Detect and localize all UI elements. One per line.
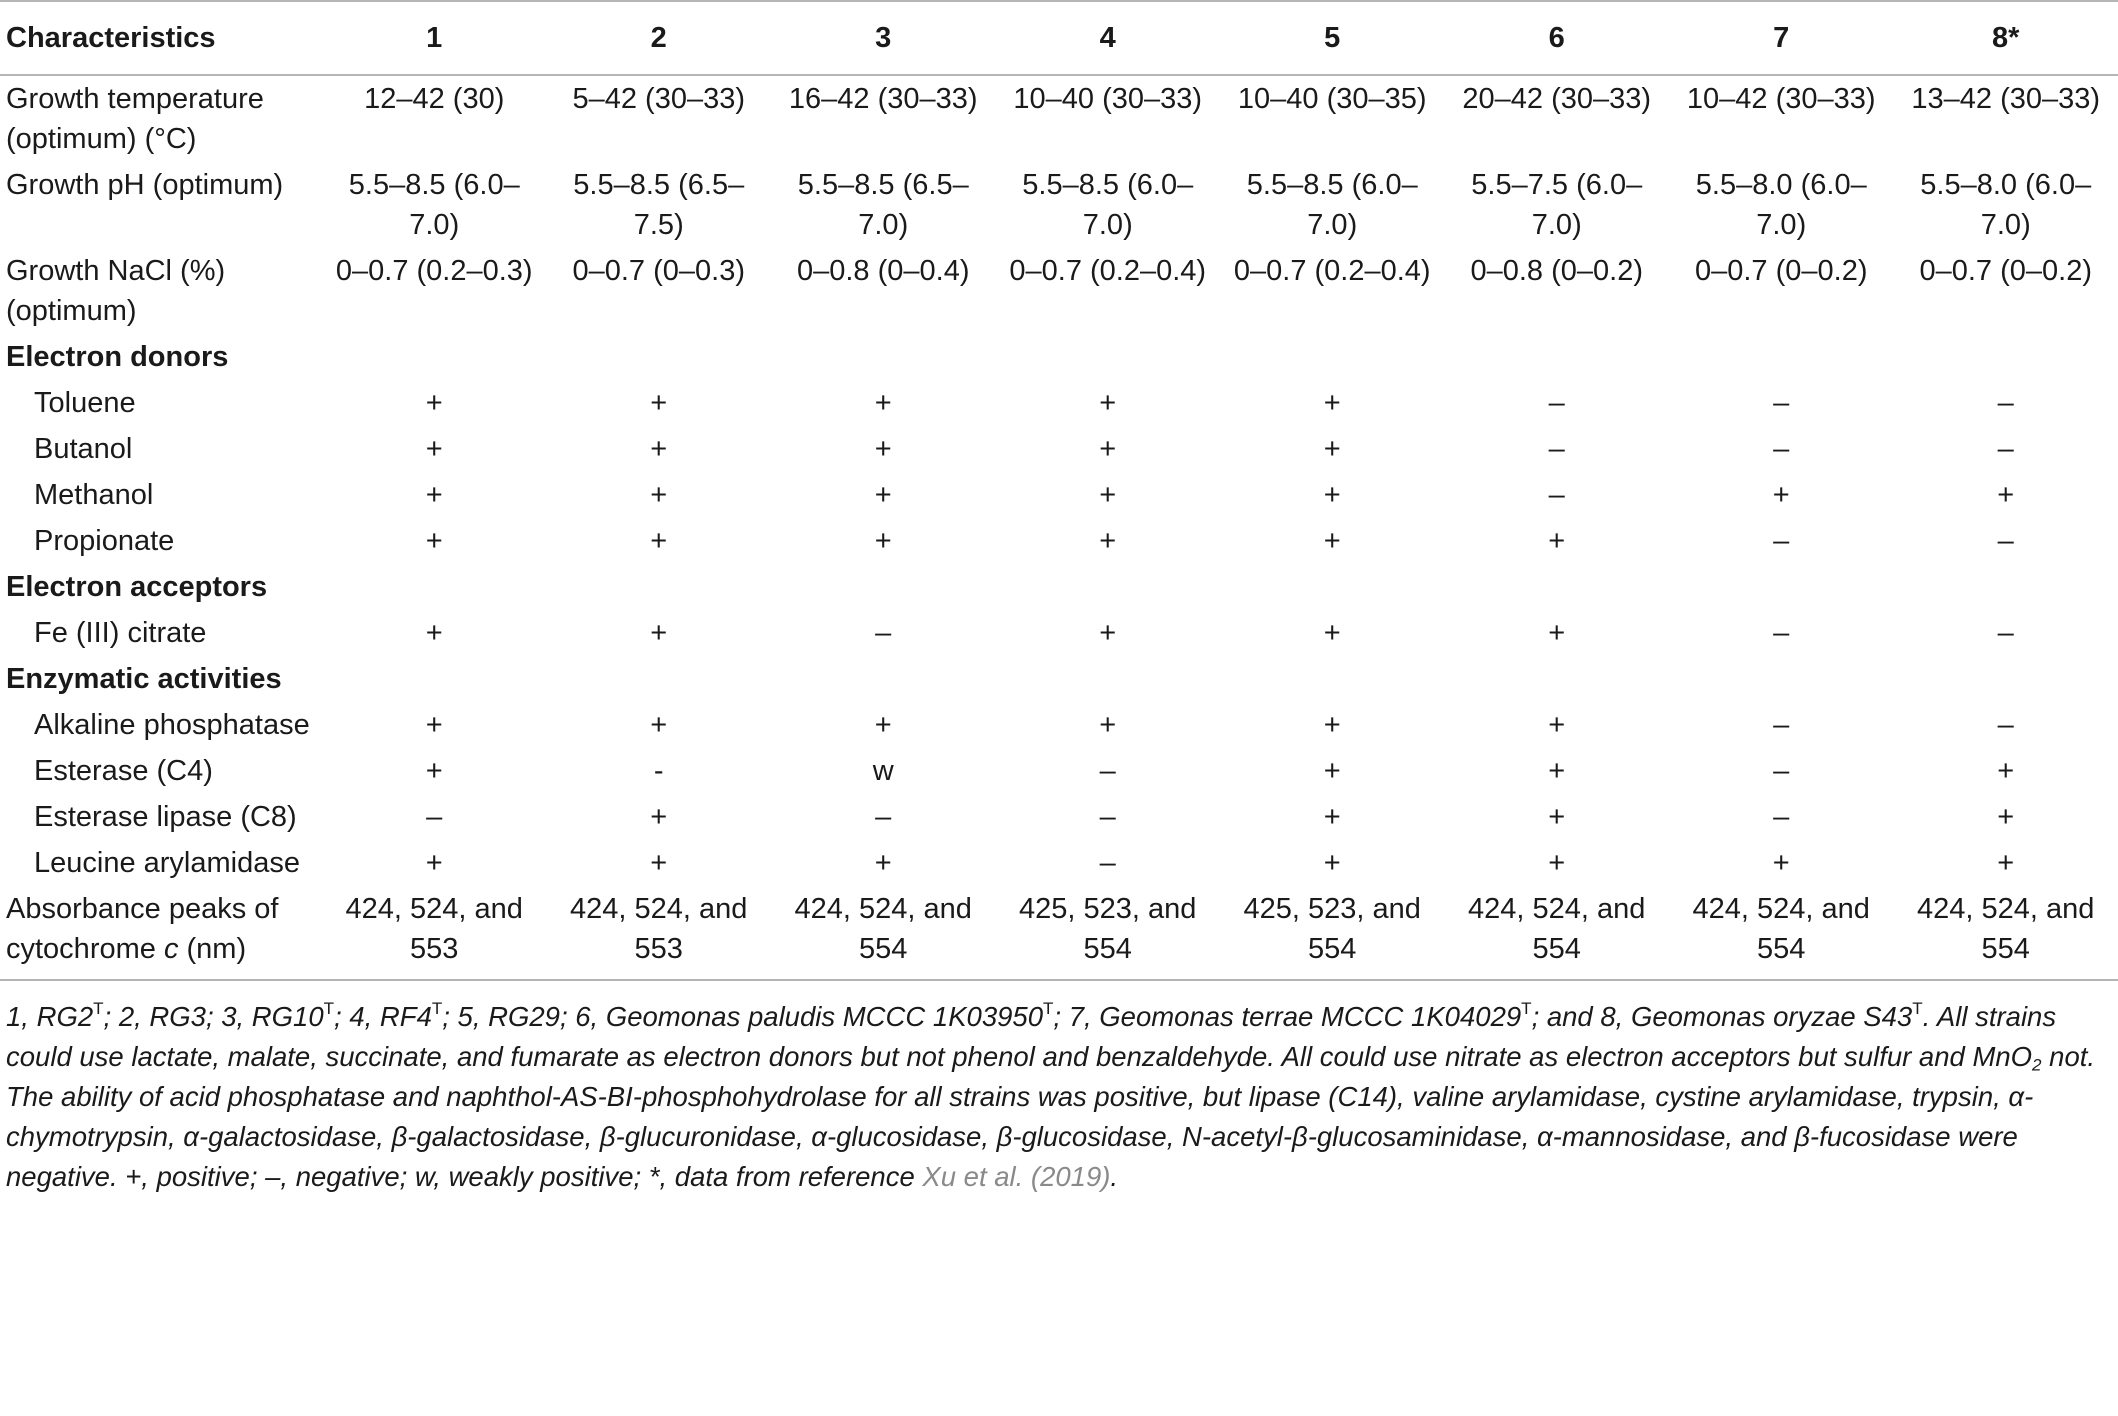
cell-strain-3: + bbox=[874, 387, 892, 419]
table-footnote bbox=[0, 997, 2118, 1197]
cell-strain-1: + bbox=[425, 433, 443, 465]
cell-strain-3: 5.5–8.5 (6.5–7.0) bbox=[797, 169, 969, 241]
strain-number: 1, bbox=[6, 1001, 37, 1032]
table-row bbox=[0, 248, 2118, 334]
type-strain-superscript: T bbox=[431, 999, 443, 1019]
footnote-strain bbox=[1547, 1001, 1937, 1032]
footnote-strain bbox=[119, 1001, 221, 1032]
row-label: Growth NaCl (%) (optimum) bbox=[6, 255, 226, 327]
row-label-part: Absorbance peaks of cytochrome bbox=[6, 893, 279, 965]
strain-name: RG2 bbox=[36, 1001, 94, 1032]
cell-strain-1: 0–0.7 (0.2–0.3) bbox=[335, 255, 533, 287]
cell-strain-2: 5.5–8.5 (6.5–7.5) bbox=[573, 169, 745, 241]
cell-strain-8: + bbox=[1997, 847, 2015, 879]
header-row bbox=[0, 1, 2118, 75]
strain-separator: ; bbox=[334, 1001, 350, 1032]
cell-strain-6: 0–0.8 (0–0.2) bbox=[1470, 255, 1643, 287]
cell-strain-1: 5.5–8.5 (6.0–7.0) bbox=[348, 169, 520, 241]
cell-strain-7: – bbox=[1773, 755, 1790, 787]
section-heading: Electron acceptors bbox=[6, 571, 268, 603]
type-strain-superscript: T bbox=[1043, 999, 1054, 1019]
row-label: Butanol bbox=[34, 433, 133, 465]
strain-name: RG10 bbox=[251, 1001, 324, 1032]
strain-name: RG3 bbox=[149, 1001, 206, 1032]
row-label-part: c bbox=[163, 933, 179, 965]
row-label-part: (nm) bbox=[178, 933, 247, 965]
strain-number: 2, bbox=[118, 1001, 150, 1032]
strain-name: RF4 bbox=[379, 1001, 432, 1032]
table-header bbox=[0, 1, 2118, 75]
section-row bbox=[0, 334, 2118, 380]
cell-strain-5: + bbox=[1323, 479, 1341, 511]
cell-strain-4: 10–40 (30–33) bbox=[1013, 83, 1203, 115]
cell-strain-5: 425, 523, and 554 bbox=[1220, 886, 1445, 980]
footnote-strain bbox=[6, 1001, 119, 1032]
cell-strain-7: 424, 524, and 554 bbox=[1669, 886, 1894, 980]
cell-strain-3: 0–0.8 (0–0.4) bbox=[796, 255, 970, 287]
cell-strain-3: + bbox=[874, 847, 892, 879]
row-label: Toluene bbox=[34, 387, 136, 419]
cell-strain-5: + bbox=[1323, 847, 1341, 879]
cell-strain-2: + bbox=[650, 801, 668, 833]
table-row bbox=[0, 886, 2118, 980]
cell-strain-2: + bbox=[650, 479, 668, 511]
cell-strain-7: – bbox=[1773, 387, 1790, 419]
type-strain-superscript: T bbox=[93, 999, 104, 1019]
row-label: Propionate bbox=[34, 525, 175, 557]
cell-strain-4: + bbox=[1099, 479, 1117, 511]
cell-strain-7: + bbox=[1772, 479, 1790, 511]
cell-strain-4: – bbox=[1099, 847, 1116, 879]
table-row bbox=[0, 794, 2118, 840]
table-row bbox=[0, 75, 2118, 162]
cell-strain-2: 5–42 (30–33) bbox=[572, 83, 746, 115]
type-strain-superscript: T bbox=[1521, 999, 1532, 1019]
cell-strain-5: + bbox=[1323, 755, 1341, 787]
cell-strain-6: 5.5–7.5 (6.0–7.0) bbox=[1471, 169, 1643, 241]
strain-separator: ; bbox=[559, 1001, 576, 1032]
cell-strain-4: + bbox=[1099, 433, 1117, 465]
strain-separator: ; bbox=[1053, 1001, 1069, 1032]
cell-strain-1: 424, 524, and 553 bbox=[322, 886, 547, 980]
strain-name: Geomonas paludis MCCC 1K03950 bbox=[605, 1001, 1044, 1032]
cell-strain-6: + bbox=[1548, 755, 1566, 787]
column-header-strain-8: 8* bbox=[1894, 1, 2118, 75]
cell-strain-7: – bbox=[1773, 617, 1790, 649]
cell-strain-6: – bbox=[1548, 387, 1565, 419]
column-header-strain-4: 4 bbox=[996, 1, 1221, 75]
strain-number: 7, bbox=[1068, 1001, 1100, 1032]
table-row bbox=[0, 162, 2118, 248]
cell-strain-4: 0–0.7 (0.2–0.4) bbox=[1009, 255, 1207, 287]
table-body bbox=[0, 75, 2118, 980]
cell-strain-2: + bbox=[650, 433, 668, 465]
cell-strain-6: 20–42 (30–33) bbox=[1462, 83, 1652, 115]
column-header-strain-3: 3 bbox=[771, 1, 996, 75]
footnote-strain bbox=[221, 1001, 349, 1032]
cell-strain-1: + bbox=[425, 617, 443, 649]
cell-strain-1: + bbox=[425, 387, 443, 419]
table-row bbox=[0, 518, 2118, 564]
row-label: Fe (III) citrate bbox=[34, 617, 207, 649]
cell-strain-5: + bbox=[1323, 433, 1341, 465]
section-heading: Enzymatic activities bbox=[6, 663, 282, 695]
row-label: Esterase (C4) bbox=[34, 755, 213, 787]
table-row bbox=[0, 702, 2118, 748]
row-label: Growth pH (optimum) bbox=[6, 169, 284, 201]
cell-strain-6: + bbox=[1548, 801, 1566, 833]
cell-strain-7: – bbox=[1773, 525, 1790, 557]
cell-strain-3: 424, 524, and 554 bbox=[771, 886, 996, 980]
strain-number: 3, bbox=[221, 1001, 252, 1032]
footnote-text-b: not. The ability of acid phosphatase and naphthol-AS-BI-phosphohydrolase for all strains was positive, but lipase (C14), valine arylamidase, cystine arylamidase, trypsin, α-chymotrypsin, α-galactosidase, β-galactosidase, β-glucuronidase, α-glucosidase, β-glucosidase, N-acetyl-β-glucosaminidase, α-mannosidase, and β-fucosidase were negative. +, positive; –, negative; w, weakly positive; *, data from reference bbox=[6, 1041, 2096, 1192]
column-header-strain-2: 2 bbox=[547, 1, 772, 75]
cell-strain-5: + bbox=[1323, 801, 1341, 833]
table-row bbox=[0, 380, 2118, 426]
cell-strain-4: – bbox=[1099, 801, 1116, 833]
cell-strain-8: – bbox=[1997, 617, 2014, 649]
column-header-strain-1: 1 bbox=[322, 1, 547, 75]
cell-strain-4: – bbox=[1099, 755, 1116, 787]
cell-strain-2: 424, 524, and 553 bbox=[547, 886, 772, 980]
row-label: Leucine arylamidase bbox=[34, 847, 300, 879]
cell-strain-5: 5.5–8.5 (6.0–7.0) bbox=[1246, 169, 1418, 241]
cell-strain-8: – bbox=[1997, 709, 2014, 741]
cell-strain-7: – bbox=[1773, 709, 1790, 741]
column-header-strain-7: 7 bbox=[1669, 1, 1894, 75]
footnote-strain bbox=[1069, 1001, 1547, 1032]
cell-strain-6: 424, 524, and 554 bbox=[1445, 886, 1670, 980]
footnote-strain bbox=[458, 1001, 576, 1032]
strain-separator: ; bbox=[442, 1001, 458, 1032]
type-strain-superscript: T bbox=[323, 999, 335, 1019]
cell-strain-4: 5.5–8.5 (6.0–7.0) bbox=[1022, 169, 1194, 241]
cell-strain-5: 10–40 (30–35) bbox=[1237, 83, 1427, 115]
cell-strain-5: 0–0.7 (0.2–0.4) bbox=[1233, 255, 1431, 287]
cell-strain-7: 0–0.7 (0–0.2) bbox=[1694, 255, 1868, 287]
cell-strain-1: + bbox=[425, 709, 443, 741]
strain-name: Geomonas oryzae S43 bbox=[1630, 1001, 1913, 1032]
row-label: Esterase lipase (C8) bbox=[34, 801, 297, 833]
table-row bbox=[0, 840, 2118, 886]
cell-strain-8: – bbox=[1997, 433, 2014, 465]
table-row bbox=[0, 748, 2118, 794]
row-label bbox=[0, 886, 322, 980]
cell-strain-8: + bbox=[1997, 479, 2015, 511]
strain-number: 5, bbox=[457, 1001, 489, 1032]
column-header-strain-6: 6 bbox=[1445, 1, 1670, 75]
cell-strain-8: – bbox=[1997, 387, 2014, 419]
cell-strain-5: + bbox=[1323, 709, 1341, 741]
strain-separator: . bbox=[1922, 1001, 1937, 1032]
cell-strain-1: – bbox=[426, 801, 443, 833]
column-header-characteristics: Characteristics bbox=[0, 1, 322, 75]
cell-strain-5: + bbox=[1323, 617, 1341, 649]
cell-strain-2: + bbox=[650, 617, 668, 649]
strain-number: 6, bbox=[575, 1001, 606, 1032]
row-label: Methanol bbox=[34, 479, 154, 511]
strain-separator: ; bbox=[1531, 1001, 1547, 1032]
cell-strain-8: 5.5–8.0 (6.0–7.0) bbox=[1920, 169, 2092, 241]
cell-strain-3: + bbox=[874, 525, 892, 557]
cell-strain-2: - bbox=[653, 755, 664, 787]
footnote-text-a: All strains could use lactate, malate, succinate, and fumarate as electron donors but not phenol and benzaldehyde. All could use nitrate as electron acceptors but sulfur and MnO bbox=[6, 1001, 2057, 1072]
cell-strain-8: 424, 524, and 554 bbox=[1894, 886, 2118, 980]
cell-strain-7: 5.5–8.0 (6.0–7.0) bbox=[1695, 169, 1867, 241]
cell-strain-3: – bbox=[875, 617, 892, 649]
table-row bbox=[0, 610, 2118, 656]
cell-strain-7: – bbox=[1773, 433, 1790, 465]
footnote-strain bbox=[575, 1001, 1068, 1032]
cell-strain-2: + bbox=[650, 847, 668, 879]
cell-strain-3: 16–42 (30–33) bbox=[788, 83, 978, 115]
cell-strain-1: 12–42 (30) bbox=[364, 83, 505, 115]
cell-strain-6: – bbox=[1548, 479, 1565, 511]
section-heading: Electron donors bbox=[6, 341, 229, 373]
cell-strain-2: + bbox=[650, 387, 668, 419]
strain-number: 4, bbox=[349, 1001, 380, 1032]
cell-strain-6: – bbox=[1548, 433, 1565, 465]
cell-strain-8: – bbox=[1997, 525, 2014, 557]
strain-name: RG29 bbox=[488, 1001, 560, 1032]
cell-strain-4: + bbox=[1099, 525, 1117, 557]
cell-strain-5: + bbox=[1323, 387, 1341, 419]
strain-separator: ; bbox=[205, 1001, 222, 1032]
section-row bbox=[0, 564, 2118, 610]
cell-strain-5: + bbox=[1323, 525, 1341, 557]
row-label: Alkaline phosphatase bbox=[34, 709, 310, 741]
reference-link[interactable]: Xu et al. (2019) bbox=[922, 1161, 1111, 1192]
cell-strain-8: 13–42 (30–33) bbox=[1911, 83, 2101, 115]
cell-strain-4: + bbox=[1099, 617, 1117, 649]
cell-strain-6: + bbox=[1548, 847, 1566, 879]
cell-strain-8: 0–0.7 (0–0.2) bbox=[1919, 255, 2092, 287]
cell-strain-6: + bbox=[1548, 617, 1566, 649]
strain-number: and 8, bbox=[1546, 1001, 1631, 1032]
type-strain-superscript: T bbox=[1912, 999, 1923, 1019]
column-header-strain-5: 5 bbox=[1220, 1, 1445, 75]
cell-strain-2: 0–0.7 (0–0.3) bbox=[572, 255, 745, 287]
cell-strain-4: 425, 523, and 554 bbox=[996, 886, 1221, 980]
cell-strain-1: + bbox=[425, 755, 443, 787]
cell-strain-6: + bbox=[1548, 709, 1566, 741]
cell-strain-3: + bbox=[874, 433, 892, 465]
table-row bbox=[0, 426, 2118, 472]
cell-strain-4: + bbox=[1099, 387, 1117, 419]
footnote-end: . bbox=[1110, 1161, 1119, 1192]
cell-strain-3: + bbox=[874, 479, 892, 511]
section-row bbox=[0, 656, 2118, 702]
footnote-subscript: 2 bbox=[2032, 1055, 2042, 1075]
cell-strain-8: + bbox=[1997, 801, 2015, 833]
cell-strain-6: + bbox=[1548, 525, 1566, 557]
cell-strain-2: + bbox=[650, 525, 668, 557]
cell-strain-8: + bbox=[1997, 755, 2015, 787]
footnote-strain bbox=[349, 1001, 457, 1032]
cell-strain-3: – bbox=[875, 801, 892, 833]
row-label: Growth temperature (optimum) (°C) bbox=[6, 83, 264, 155]
footnote-strain-list bbox=[6, 1001, 1937, 1032]
cell-strain-3: w bbox=[872, 755, 894, 787]
cell-strain-3: + bbox=[874, 709, 892, 741]
cell-strain-7: + bbox=[1772, 847, 1790, 879]
cell-strain-1: + bbox=[425, 525, 443, 557]
cell-strain-7: 10–42 (30–33) bbox=[1686, 83, 1876, 115]
table-row bbox=[0, 472, 2118, 518]
cell-strain-1: + bbox=[425, 479, 443, 511]
cell-strain-2: + bbox=[650, 709, 668, 741]
cell-strain-1: + bbox=[425, 847, 443, 879]
strain-separator: ; bbox=[103, 1001, 119, 1032]
cell-strain-7: – bbox=[1773, 801, 1790, 833]
strain-name: Geomonas terrae MCCC 1K04029 bbox=[1099, 1001, 1522, 1032]
cell-strain-4: + bbox=[1099, 709, 1117, 741]
